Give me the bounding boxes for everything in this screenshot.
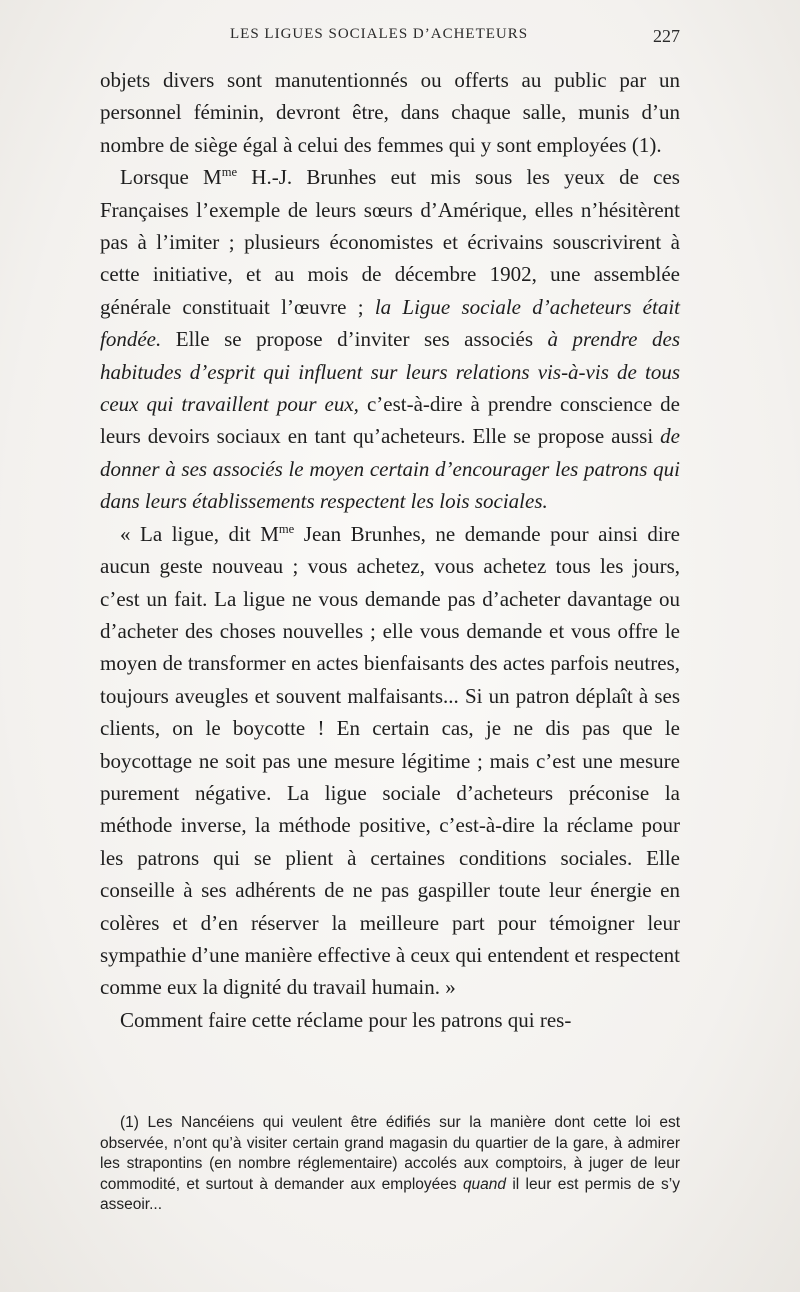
page-header (100, 26, 680, 50)
footnote (100, 1113, 680, 1216)
paragraph-ligue-founding (100, 161, 680, 517)
italic-run: quand (462, 1175, 507, 1193)
italic-run: à prendre des habitudes d’esprit qui influent sur leurs relations vis-à-vis de tous ceux qui travaillent pour eux, (100, 327, 681, 417)
text-run: (1) Les Nancéiens qui veulent être édifiés sur la manière dont cette loi est observée, n’ont qu’à visiter certain grand magasin du quartier de la gare, à admirer les strapontins (en nombre réglementaire) accolés aux comptoirs, à juger de leur commodité, et surtout à demander aux employées (100, 1114, 680, 1193)
text-run: Elle se propose d’inviter ses associés (161, 327, 548, 352)
running-title: LES LIGUES SOCIALES D’ACHETEURS (230, 26, 529, 42)
text-run: Jean Brunhes, ne demande pour ainsi dire aucun geste nouveau ; vous achetez, vous achetez tous les jours, c’est un fait. La ligue ne vous demande pas d’acheter davantage ou d’acheter des choses nouvelles ; elle vous demande et vous offre le moyen de transformer en actes bienfaisants des actes parfois neutres, toujours aveugles et souvent malfaisants... Si un patron déplaît à ses clients, on le boycotte ! En certain cas, je ne dis pas que le boycottage ne soit pas une mesure légitime ; mais c’est une mesure purement négative. La ligue sociale d’acheteurs préconise la méthode inverse, la méthode positive, c’est-à-dire la réclame pour les patrons qui se plient à certaines conditions sociales. Elle conseille à ses adhérents de ne pas gaspiller toute leur énergie en colères et d’en réserver la meilleure part pour témoigner leur sympathie d’une manière effective à ceux qui entendent et respectent comme eux la dignité du travail humain. » (100, 521, 680, 1000)
text-run: « La ligue, dit M (120, 521, 279, 546)
text-run: il leur est permis de s’y asseoir... (100, 1175, 680, 1214)
paragraph-closing: Comment faire cette réclame pour les patrons qui res- (120, 1007, 572, 1032)
paragraph-quotation (100, 518, 680, 1004)
page-number: 227 (653, 26, 680, 46)
footnote-text (100, 1113, 680, 1216)
italic-run: la Ligue sociale d’acheteurs était fondée. (100, 294, 680, 352)
superscript-me: me (278, 521, 295, 536)
text-run: Lorsque M (120, 165, 222, 190)
superscript-me: me (221, 165, 238, 180)
body-text (100, 64, 680, 1036)
text-run: c’est-à-dire à prendre conscience de leurs devoirs sociaux en tant qu’acheteurs. Elle se propose aussi (100, 392, 680, 449)
paragraph-continued: objets divers sont manutentionnés ou offerts au public par un personnel féminin, devront être, dans chaque salle, munis d’un nombre de siège égal à celui des femmes qui y sont employées (1). (100, 68, 680, 157)
italic-run: de donner à ses associés le moyen certain d’encourager les patrons qui dans leurs établissements respectent les lois sociales. (100, 424, 680, 514)
text-run: H.-J. Brunhes eut mis sous les yeux de ces Françaises l’exemple de leurs sœurs d’Amérique, elles n’hésitèrent pas à l’imiter ; plusieurs économistes et écrivains souscrivirent à cette initiative, et au mois de décembre 1902, une assemblée générale constituait l’œuvre ; (100, 165, 680, 319)
